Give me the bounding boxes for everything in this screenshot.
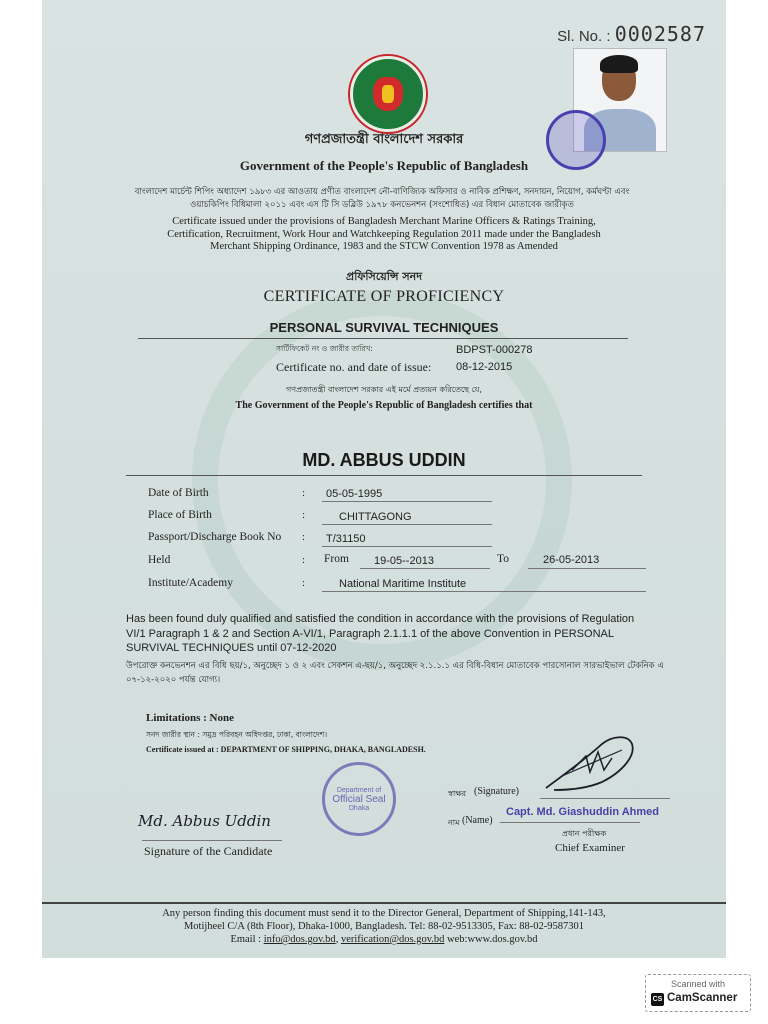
photo-hair (600, 55, 638, 73)
to-value: 26-05-2013 (543, 554, 600, 566)
signature-underline (540, 798, 670, 799)
government-title-en: Government of the People's Republic of Bangladesh (239, 158, 529, 173)
name-underline (126, 475, 642, 476)
camscanner-logo-icon: CS (651, 993, 664, 1006)
passport-label: Passport/Discharge Book No (148, 531, 282, 543)
serial-label: Sl. No. : (557, 28, 611, 45)
candidate-signature-label: Signature of the Candidate (144, 844, 273, 858)
certificate-document (42, 0, 726, 958)
provision-text-en: Certificate issued under the provisions of Bangladesh Merchant Marine Officers & Ratings Training, Certification, Recruitment, Work Hour and Watchkeeping Regulation 2011 made under the Bangladesh Merchant Shipping Ordinance, 1983 and the STCW Convention 1978 as Amended (167, 216, 601, 252)
pob-label: Place of Birth (148, 509, 212, 521)
emblem-center (373, 77, 403, 111)
footer-email-info-link[interactable]: info@dos.gov.bd (263, 934, 336, 945)
scanned-with-label: Scanned with (670, 979, 726, 989)
seal-line-3: Dhaka (348, 804, 370, 812)
certificate-number: BDPST-000278 (456, 344, 533, 356)
passport-value: T/31150 (326, 533, 366, 545)
certificate-no-label: Certificate no. and date of issue: (276, 360, 432, 374)
qualification-text-bn: উপরোক্ত কনভেনশন এর বিধি ছয়/১, অনুচ্ছেদ ১ ও ২ এবং সেকশন এ-ছয়/১, অনুচ্ছেদ ২.১.১.১ এর বিধি-বিধান মোতাবেক পারসোনাল সারভাইভাল টেকনিক এ ০৭-১২-২০২০ পর্যন্ত যোগ্য। (126, 661, 664, 685)
to-underline (528, 568, 646, 569)
examiner-name-underline (500, 822, 640, 823)
dob-value: 05-05-1995 (326, 488, 383, 500)
issue-place-bn: সনদ জারীর স্থান : সমুদ্র পরিবহন অধিদপ্তর, ঢাকা, বাংলাদেশ। (146, 730, 328, 739)
pob-value: CHITTAGONG (339, 511, 412, 523)
candidate-signature: Md. Abbus Uddin (138, 812, 271, 830)
seal-line-2: Official Seal (332, 793, 386, 805)
candidate-signature-underline (142, 840, 282, 841)
government-emblem-icon (350, 56, 426, 132)
date-of-issue: 08-12-2015 (456, 361, 513, 373)
institute-underline (322, 591, 646, 592)
held-label: Held (148, 554, 171, 566)
certifies-text-en: The Government of the People's Republic of Bangladesh certifies that (235, 400, 533, 411)
pob-colon: : (302, 509, 306, 521)
dob-label: Date of Birth (148, 487, 209, 499)
course-title: PERSONAL SURVIVAL TECHNIQUES (269, 320, 499, 335)
chief-examiner-bn: প্রধান পরীক্ষক (562, 829, 607, 838)
from-value: 19-05--2013 (374, 555, 434, 567)
official-seal-icon (322, 762, 396, 836)
footer-divider (42, 902, 726, 904)
holder-name: MD. ABBUS UDDIN (302, 450, 466, 470)
footer-email-label: Email : (230, 934, 262, 945)
name-label: (Name) (462, 815, 493, 826)
institute-value: National Maritime Institute (339, 578, 467, 590)
certificate-title-bn: প্রফিসিয়েন্সি সনদ (346, 270, 422, 283)
footer-line-1: Any person finding this document must send it to the Director General, Department of Shipping,141-143, (162, 908, 606, 919)
footer (42, 907, 726, 946)
examiner-name: Capt. Md. Giashuddin Ahmed (506, 806, 659, 818)
chief-examiner-label: Chief Examiner (555, 842, 625, 854)
from-label: From (324, 553, 349, 565)
limitations: Limitations : None (146, 712, 234, 724)
held-colon: : (302, 554, 306, 566)
issued-at: Certificate issued at : DEPARTMENT OF SHIPPING, DHAKA, BANGLADESH. (146, 745, 426, 754)
serial-value: 0002587 (614, 22, 706, 46)
passport-underline (322, 546, 492, 547)
footer-web: web:www.dos.gov.bd (447, 934, 538, 945)
qualification-text-en: Has been found duly qualified and satisfied the condition in accordance with the provisions of Regulation VI/1 Paragraph 1 & 2 and Section A-VI/1, Paragraph 2.1.1.1 of the above Convention in PERSONAL SURVIVAL TECHNIQUES until 07-12-2020 (126, 613, 635, 654)
passport-colon: : (302, 531, 306, 543)
footer-line-2: Motijheel C/A (8th Floor), Dhaka-1000, Bangladesh. Tel: 88-02-9513305, Fax: 88-02-9587301 (183, 921, 585, 932)
signature-label: (Signature) (474, 786, 519, 797)
pob-underline (322, 524, 492, 525)
footer-email-verification-link[interactable]: verification@dos.gov.bd (340, 934, 445, 945)
certifies-text-bn: গণপ্রজাতন্ত্রী বাংলাদেশ সরকার এই মর্মে প্রত্যয়ন করিতেছে যে, (286, 385, 482, 394)
signature-label-bn: স্বাক্ষর (448, 789, 467, 798)
dob-underline (322, 501, 492, 502)
seal-line-1: Department of (336, 786, 382, 794)
certificate-no-label-bn: সার্টিফিকেট নং ও জারীর তারিখ: (276, 344, 373, 353)
camscanner-name: CamScanner (667, 992, 738, 1004)
footer-line-3: Email : info@dos.gov.bd, verification@dos.gov.bd web:www.dos.gov.bd (230, 934, 538, 945)
course-divider (138, 338, 628, 339)
to-label: To (497, 553, 509, 565)
government-title-bn: গণপ্রজাতন্ত্রী বাংলাদেশ সরকার (304, 132, 464, 147)
examiner-signature-icon (542, 732, 642, 794)
certificate-title-en: CERTIFICATE OF PROFICIENCY (263, 288, 505, 305)
institute-colon: : (302, 577, 306, 589)
from-underline (360, 568, 490, 569)
camscanner-badge (645, 974, 751, 1012)
dob-colon: : (302, 487, 306, 499)
name-label-bn: নাম (448, 818, 460, 827)
institute-label: Institute/Academy (148, 577, 233, 589)
serial-number (557, 22, 706, 46)
provision-text-bn: বাংলাদেশ মার্চেন্ট শিপিং অধ্যাদেশ ১৯৮৩ এর আওতায় প্রণীত বাংলাদেশ নৌ-বাণিজ্যিক অফিসার ও নাবিক প্রশিক্ষণ, সনদায়ন, নিয়োগ, কর্মঘণ্টা এবং ওয়াচকিপিং বিধিমালা ২০১১ এবং এস টি সি ডব্লিউ ১৯৭৮ কনভেনশন (সংশোধিত) এর বিধান মোতাবেক জারীকৃত (134, 187, 630, 210)
seal-text (332, 787, 385, 812)
